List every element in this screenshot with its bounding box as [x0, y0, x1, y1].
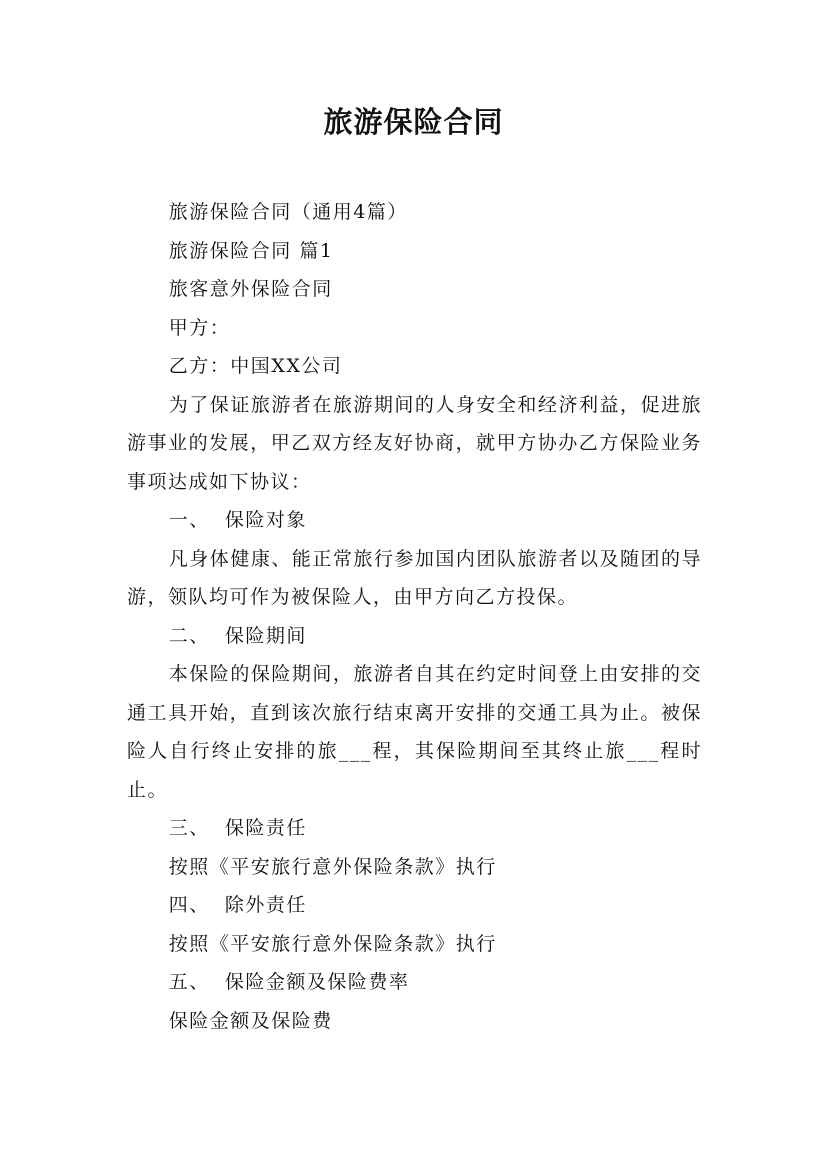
party-b-line: 乙方：中国XX公司	[168, 355, 343, 377]
liability-paragraph: 按照《平安旅行意外保险条款》执行	[168, 855, 497, 878]
amount-and-rate-paragraph: 保险金额及保险费	[168, 1009, 333, 1032]
subtitle-paragraph: 旅游保险合同（通用4篇）	[168, 201, 408, 223]
document-title: 旅游保险合同	[323, 105, 504, 139]
document-body	[127, 193, 702, 1040]
section-heading-amount-and-rate: 五、 保险金额及保险费率	[168, 971, 410, 993]
party-a-line: 甲方：	[168, 316, 231, 339]
article-heading: 旅游保险合同 篇1	[168, 239, 334, 262]
insurance-period-paragraph: 本保险的保险期间，旅游者自其在约定时间登上由安排的交通工具开始，直到该次旅行结束离开安排的交通工具为止。被保险人自行终止安排的旅___程，其保险期间至其终止旅___程时止。	[127, 663, 702, 801]
insured-object-paragraph: 凡身体健康、能正常旅行参加国内团队旅游者以及随团的导游，领队均可作为被保险人，由甲方向乙方投保。	[127, 547, 702, 608]
preamble-paragraph: 为了保证旅游者在旅游期间的人身安全和经济利益，促进旅游事业的发展，甲乙双方经友好协商，就甲方协办乙方保险业务事项达成如下协议：	[127, 393, 702, 493]
section-heading-exclusions: 四、 除外责任	[168, 894, 307, 916]
contract-name: 旅客意外保险合同	[168, 278, 333, 300]
section-heading-insurance-period: 二、 保险期间	[168, 624, 307, 647]
exclusions-paragraph: 按照《平安旅行意外保险条款》执行	[168, 932, 497, 955]
section-heading-liability: 三、 保险责任	[168, 817, 307, 839]
section-heading-insured-object: 一、 保险对象	[168, 509, 307, 531]
